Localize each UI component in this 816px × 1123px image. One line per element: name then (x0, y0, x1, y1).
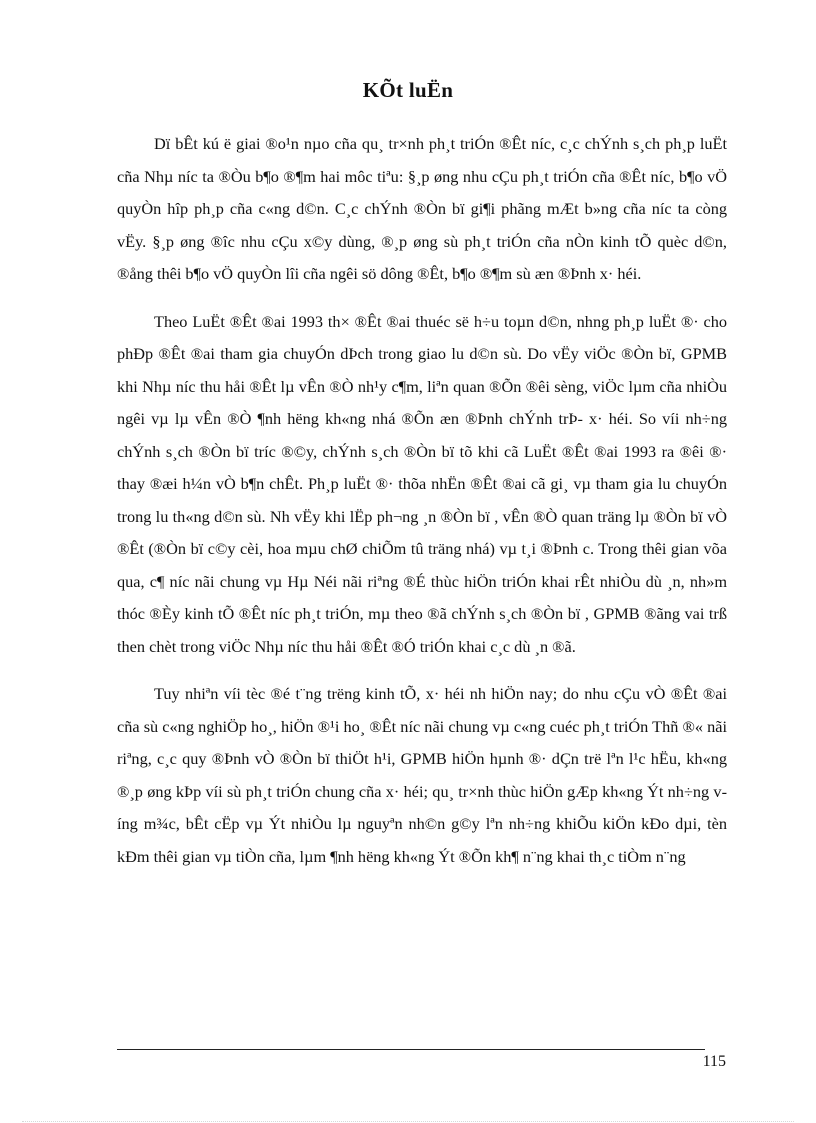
paragraph-2: Theo LuËt ®Êt ®ai 1993 th× ®Êt ®ai thuéc së h÷u toµn d©n, nhng ph¸p luËt ®· cho phÐp ®Êt ®ai tham gia chuyÓn dÞch trong giao lu d©n sù. Do vËy viÖc ®Òn bï, GPMB khi Nhµ níc thu håi ®Êt lµ vÊn ®Ò nh¹y c¶m, liªn quan ®Õn ®êi sèng, viÖc lµm cña nhiÒu ngêi vµ lµ vÊn ®Ò ¶nh hëng kh«ng nhá ®Õn æn ®Þnh chÝnh trÞ- x· héi. So víi nh÷ng chÝnh s¸ch ®Òn bï tríc ®©y, chÝnh s¸ch ®Òn bï tõ khi cã LuËt ®Êt ®ai 1993 ra ®êi ®· thay ®æi h¼n vÒ b¶n chÊt. Ph¸p luËt ®· thõa nhËn ®Êt ®ai cã gi¸ vµ tham gia lu chuyÓn trong lu th«ng d©n sù. Nh vËy khi lËp ph¬ng ¸n ®Òn bï , vÊn ®Ò quan träng lµ ®Òn bï vÒ ®Êt (®Òn bï c©y cèi, hoa mµu chØ chiÕm tû träng nhá) vµ t¸i ®Þnh c. Trong thêi gian võa qua, c¶ níc nãi chung vµ Hµ Néi nãi riªng ®É thùc hiÖn triÓn khai rÊt nhiÒu dù ¸n, nh»m thóc ®Èy kinh tÕ ®Êt níc ph¸t triÓn, mµ theo ®ã chÝnh s¸ch ®Òn bï , GPMB ®ãng vai trß then chèt trong viÖc Nhµ níc thu håi ®Êt ®Ó triÓn khai c¸c dù ¸n ®ã. (117, 311, 727, 656)
footer-divider (117, 1049, 705, 1050)
page-edge-dotted-line (22, 1121, 794, 1122)
paragraph-3: Tuy nhiªn víi tèc ®é t¨ng trëng kinh tÕ, x· héi nh hiÖn nay; do nhu cÇu vÒ ®Êt ®ai cña sù c«ng nghiÖp ho¸, hiÖn ®¹i ho¸ ®Êt níc nãi chung vµ c«ng cuéc ph¸t triÓn Thñ ®« nãi riªng, c¸c quy ®Þnh vÒ ®Òn bï thiÖt h¹i, GPMB hiÖn hµnh ®· dÇn trë lªn l¹c hËu, kh«ng ®¸p øng kÞp víi sù ph¸t triÓn chung cña x· héi; qu¸ tr×nh thùc hiÖn gÆp kh«ng Ýt nh÷ng víng m¾c, bÊt cËp vµ Ýt nhiÒu lµ nguyªn nh©n g©y lªn nh÷ng khiÕu kiÖn kÐo dµi, tèn kÐm thêi gian vµ tiÒn cña, lµm ¶nh hëng kh«ng Ýt ®Õn kh¶ n¨ng khai th¸c tiÒm n¨ng (117, 684, 727, 866)
paragraph-1: Dï bÊt kú ë giai ®o¹n nµo cña qu¸ tr×nh ph¸t triÓn ®Êt níc, c¸c chÝnh s¸ch ph¸p luËt cña Nhµ níc ta ®Òu b¶o ®¶m hai môc tiªu: §¸p øng nhu cÇu ph¸t triÓn cña ®Êt níc, b¶o vÖ quyÒn hîp ph¸p cña c«ng d©n. C¸c chÝnh ®Òn bï gi¶i phãng mÆt b»ng cña níc ta còng vËy. §¸p øng ®îc nhu cÇu x©y dùng, ®¸p øng sù ph¸t triÓn cña nÒn kinh tÕ quèc d©n, ®ång thêi b¶o vÖ quyÒn lîi cña ngêi sö dông ®Êt, b¶o ®¶m sù æn ®Þnh x· héi. (117, 134, 727, 283)
page-title: KÕt luËn (362, 78, 454, 102)
page-number: 115 (702, 1053, 726, 1070)
body-text (117, 128, 727, 888)
